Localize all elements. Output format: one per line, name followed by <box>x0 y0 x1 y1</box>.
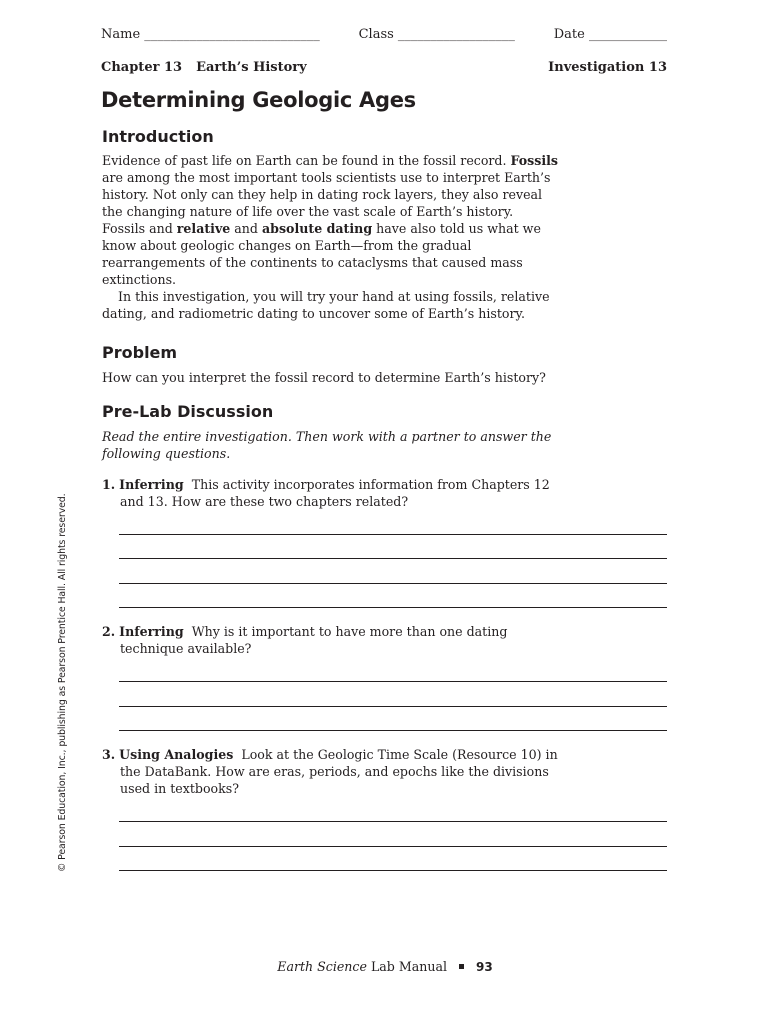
question-line: the DataBank. How are eras, periods, and epochs like the divisions <box>120 764 549 779</box>
intro-line: the changing nature of life over the vast scale of Earth’s history. <box>102 204 514 219</box>
question-1 <box>102 476 572 510</box>
prelab-instructions <box>102 428 572 462</box>
question-text: Why is it important to have more than one dating <box>191 624 508 639</box>
copyright-notice: © Pearson Education, Inc., publishing as Pearson Prentice Hall. All rights reserved. <box>57 493 68 872</box>
answer-line-q2[interactable] <box>119 681 667 682</box>
question-2 <box>102 623 572 657</box>
question-number: 3. <box>102 747 116 762</box>
name-field[interactable]: Name ___________________________ <box>101 27 320 42</box>
chapter-title: Earth’s History <box>196 60 307 75</box>
answer-line-q1[interactable] <box>119 534 667 535</box>
question-text: Look at the Geologic Time Scale (Resource 10) in <box>241 747 558 762</box>
problem-line: How can you interpret the fossil record to determine Earth’s history? <box>102 370 546 385</box>
page-number: 93 <box>476 960 493 974</box>
question-number: 1. <box>102 477 116 492</box>
question-skill: Using Analogies <box>119 747 234 762</box>
intro-line: rearrangements of the continents to cataclysms that caused mass <box>102 255 523 270</box>
answer-line-q3[interactable] <box>119 846 667 847</box>
question-3 <box>102 746 572 797</box>
investigation-label: Investigation 13 <box>548 60 667 75</box>
date-field[interactable]: Date ____________ <box>553 27 667 42</box>
intro-line <box>102 220 572 237</box>
answer-line-q1[interactable] <box>119 607 667 608</box>
question-line <box>102 476 572 493</box>
question-line: and 13. How are these two chapters related? <box>120 494 409 509</box>
question-skill: Inferring <box>119 477 184 492</box>
footer-book-title: Earth Science <box>277 959 367 974</box>
name-class-date-row <box>101 27 667 42</box>
term-absolute-dating: absolute dating <box>261 221 373 236</box>
page-title: Determining Geologic Ages <box>101 88 416 112</box>
intro-line: In this investigation, you will try your hand at using fossils, relative <box>118 289 550 304</box>
prelab-heading: Pre-Lab Discussion <box>102 402 274 421</box>
chapter-header <box>101 60 667 75</box>
answer-line-q2[interactable] <box>119 706 667 707</box>
chapter-number: Chapter 13 <box>101 60 183 75</box>
introduction-text <box>102 152 572 322</box>
intro-line-text: Evidence of past life on Earth can be found in the fossil record. <box>102 153 511 168</box>
answer-line-q1[interactable] <box>119 583 667 584</box>
square-bullet-icon <box>459 964 464 969</box>
question-text: This activity incorporates information from Chapters 12 <box>191 477 550 492</box>
class-field[interactable]: Class __________________ <box>358 27 515 42</box>
term-relative: relative <box>176 221 231 236</box>
question-skill: Inferring <box>119 624 184 639</box>
page-footer <box>0 959 770 974</box>
answer-line-q1[interactable] <box>119 558 667 559</box>
intro-line-text: and <box>230 221 262 236</box>
intro-line: know about geologic changes on Earth—from the gradual <box>102 238 472 253</box>
introduction-heading: Introduction <box>102 127 214 146</box>
intro-line: extinctions. <box>102 272 177 287</box>
answer-line-q3[interactable] <box>119 870 667 871</box>
question-line <box>102 746 572 763</box>
question-line <box>102 623 572 640</box>
question-number: 2. <box>102 624 116 639</box>
intro-line-text: have also told us what we <box>372 221 541 236</box>
instruction-line: following questions. <box>102 446 231 461</box>
problem-text <box>102 369 572 386</box>
intro-line: history. Not only can they help in dating rock layers, they also reveal <box>102 187 543 202</box>
intro-line: are among the most important tools scientists use to interpret Earth’s <box>102 170 551 185</box>
footer-book-subtitle: Lab Manual <box>366 959 448 974</box>
chapter-info <box>101 60 307 75</box>
answer-line-q2[interactable] <box>119 730 667 731</box>
answer-line-q3[interactable] <box>119 821 667 822</box>
problem-heading: Problem <box>102 343 178 362</box>
intro-line: dating, and radiometric dating to uncover some of Earth’s history. <box>102 306 525 321</box>
instruction-line: Read the entire investigation. Then work with a partner to answer the <box>102 429 552 444</box>
intro-line-text: Fossils and <box>102 221 177 236</box>
term-fossils: Fossils <box>510 153 558 168</box>
question-line: used in textbooks? <box>120 781 239 796</box>
question-line: technique available? <box>120 641 252 656</box>
intro-line <box>102 152 572 169</box>
